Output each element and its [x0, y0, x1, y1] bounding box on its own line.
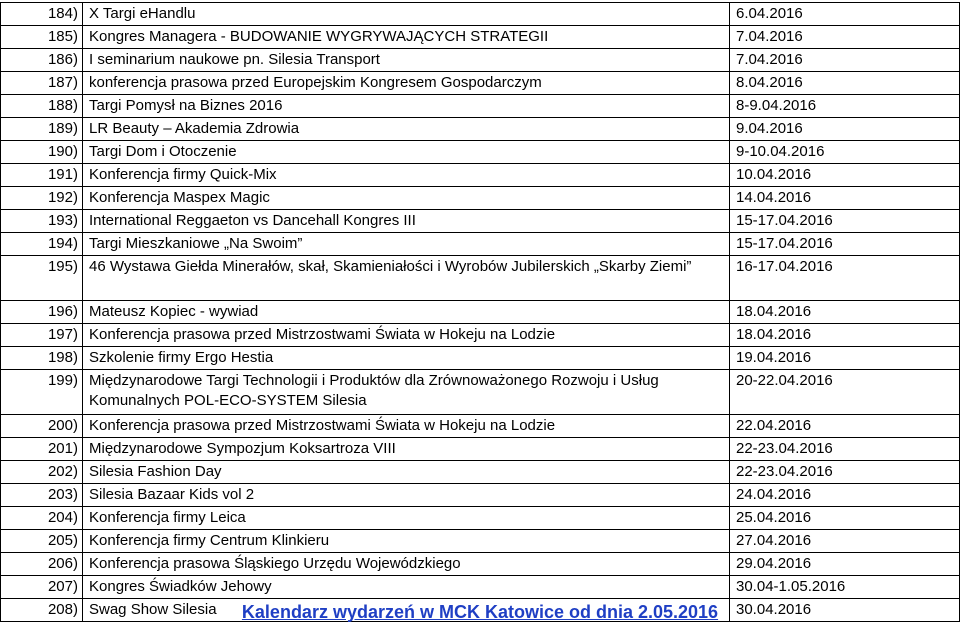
event-name: International Reggaeton vs Dancehall Kongres III	[83, 210, 730, 233]
event-name: Targi Mieszkaniowe „Na Swoim”	[83, 233, 730, 256]
event-date: 9-10.04.2016	[730, 141, 960, 164]
event-name: Kongres Managera - BUDOWANIE WYGRYWAJĄCYCH STRATEGII	[83, 26, 730, 49]
event-name: Konferencja prasowa Śląskiego Urzędu Wojewódzkiego	[83, 553, 730, 576]
table-row	[1, 461, 960, 484]
event-number: 186)	[1, 49, 83, 72]
event-name: Mateusz Kopiec - wywiad	[83, 301, 730, 324]
event-number: 202)	[1, 461, 83, 484]
event-name: 46 Wystawa Giełda Minerałów, skał, Skamieniałości i Wyrobów Jubilerskich „Skarby Ziemi”	[83, 256, 730, 301]
table-row	[1, 553, 960, 576]
event-number: 193)	[1, 210, 83, 233]
table-row	[1, 576, 960, 599]
table-row	[1, 141, 960, 164]
event-name: Konferencja Maspex Magic	[83, 187, 730, 210]
event-name: X Targi eHandlu	[83, 3, 730, 26]
event-name: Kongres Świadków Jehowy	[83, 576, 730, 599]
event-date: 10.04.2016	[730, 164, 960, 187]
event-name: Konferencja firmy Centrum Klinkieru	[83, 530, 730, 553]
event-number: 184)	[1, 3, 83, 26]
table-row	[1, 187, 960, 210]
event-name: Silesia Bazaar Kids vol 2	[83, 484, 730, 507]
event-number: 203)	[1, 484, 83, 507]
event-name: Silesia Fashion Day	[83, 461, 730, 484]
table-row	[1, 210, 960, 233]
event-date: 22-23.04.2016	[730, 438, 960, 461]
table-row	[1, 118, 960, 141]
event-number: 188)	[1, 95, 83, 118]
event-name: Konferencja prasowa przed Mistrzostwami Świata w Hokeju na Lodzie	[83, 415, 730, 438]
table-row	[1, 49, 960, 72]
event-name: Swag Show Silesia	[83, 599, 730, 622]
event-name: I seminarium naukowe pn. Silesia Transport	[83, 49, 730, 72]
event-name: LR Beauty – Akademia Zdrowia	[83, 118, 730, 141]
event-number: 196)	[1, 301, 83, 324]
event-date: 30.04-1.05.2016	[730, 576, 960, 599]
table-row	[1, 438, 960, 461]
events-table-body	[1, 3, 960, 622]
table-row	[1, 370, 960, 415]
event-name: Targi Pomysł na Biznes 2016	[83, 95, 730, 118]
table-row	[1, 484, 960, 507]
event-date: 15-17.04.2016	[730, 233, 960, 256]
event-number: 185)	[1, 26, 83, 49]
event-number: 197)	[1, 324, 83, 347]
event-name: konferencja prasowa przed Europejskim Kongresem Gospodarczym	[83, 72, 730, 95]
table-row	[1, 26, 960, 49]
table-row	[1, 95, 960, 118]
event-name: Międzynarodowe Sympozjum Koksartroza VIII	[83, 438, 730, 461]
event-number: 191)	[1, 164, 83, 187]
event-number: 194)	[1, 233, 83, 256]
table-row	[1, 507, 960, 530]
table-row	[1, 324, 960, 347]
table-row	[1, 164, 960, 187]
event-number: 198)	[1, 347, 83, 370]
event-date: 15-17.04.2016	[730, 210, 960, 233]
event-date: 22.04.2016	[730, 415, 960, 438]
event-name: Szkolenie firmy Ergo Hestia	[83, 347, 730, 370]
table-row	[1, 72, 960, 95]
event-date: 25.04.2016	[730, 507, 960, 530]
event-number: 207)	[1, 576, 83, 599]
event-date: 7.04.2016	[730, 49, 960, 72]
event-date: 24.04.2016	[730, 484, 960, 507]
event-number: 199)	[1, 370, 83, 415]
table-row	[1, 415, 960, 438]
event-date: 18.04.2016	[730, 301, 960, 324]
footer	[0, 602, 960, 623]
event-number: 192)	[1, 187, 83, 210]
event-number: 187)	[1, 72, 83, 95]
event-date: 20-22.04.2016	[730, 370, 960, 415]
event-number: 200)	[1, 415, 83, 438]
event-number: 189)	[1, 118, 83, 141]
table-row	[1, 3, 960, 26]
event-date: 19.04.2016	[730, 347, 960, 370]
table-row	[1, 530, 960, 553]
table-row	[1, 233, 960, 256]
event-date: 29.04.2016	[730, 553, 960, 576]
event-date: 22-23.04.2016	[730, 461, 960, 484]
event-date: 8-9.04.2016	[730, 95, 960, 118]
event-name: Konferencja prasowa przed Mistrzostwami Świata w Hokeju na Lodzie	[83, 324, 730, 347]
table-row	[1, 256, 960, 301]
calendar-link[interactable]: Kalendarz wydarzeń w MCK Katowice od dnia 2.05.2016	[241, 602, 719, 622]
table-row	[1, 301, 960, 324]
event-name: Międzynarodowe Targi Technologii i Produktów dla Zrównoważonego Rozwoju i Usług Komunalnych POL-ECO-SYSTEM Silesia	[83, 370, 730, 415]
event-name: Konferencja firmy Leica	[83, 507, 730, 530]
event-number: 206)	[1, 553, 83, 576]
event-date: 6.04.2016	[730, 3, 960, 26]
event-date: 9.04.2016	[730, 118, 960, 141]
event-number: 195)	[1, 256, 83, 301]
event-number: 204)	[1, 507, 83, 530]
event-date: 16-17.04.2016	[730, 256, 960, 301]
event-number: 190)	[1, 141, 83, 164]
event-number: 201)	[1, 438, 83, 461]
event-date: 7.04.2016	[730, 26, 960, 49]
events-table	[0, 2, 960, 622]
event-number: 208)	[1, 599, 83, 622]
event-name: Konferencja firmy Quick-Mix	[83, 164, 730, 187]
event-number: 205)	[1, 530, 83, 553]
event-date: 30.04.2016	[730, 599, 960, 622]
event-date: 27.04.2016	[730, 530, 960, 553]
table-row	[1, 347, 960, 370]
event-date: 8.04.2016	[730, 72, 960, 95]
event-name: Targi Dom i Otoczenie	[83, 141, 730, 164]
event-date: 18.04.2016	[730, 324, 960, 347]
event-date: 14.04.2016	[730, 187, 960, 210]
